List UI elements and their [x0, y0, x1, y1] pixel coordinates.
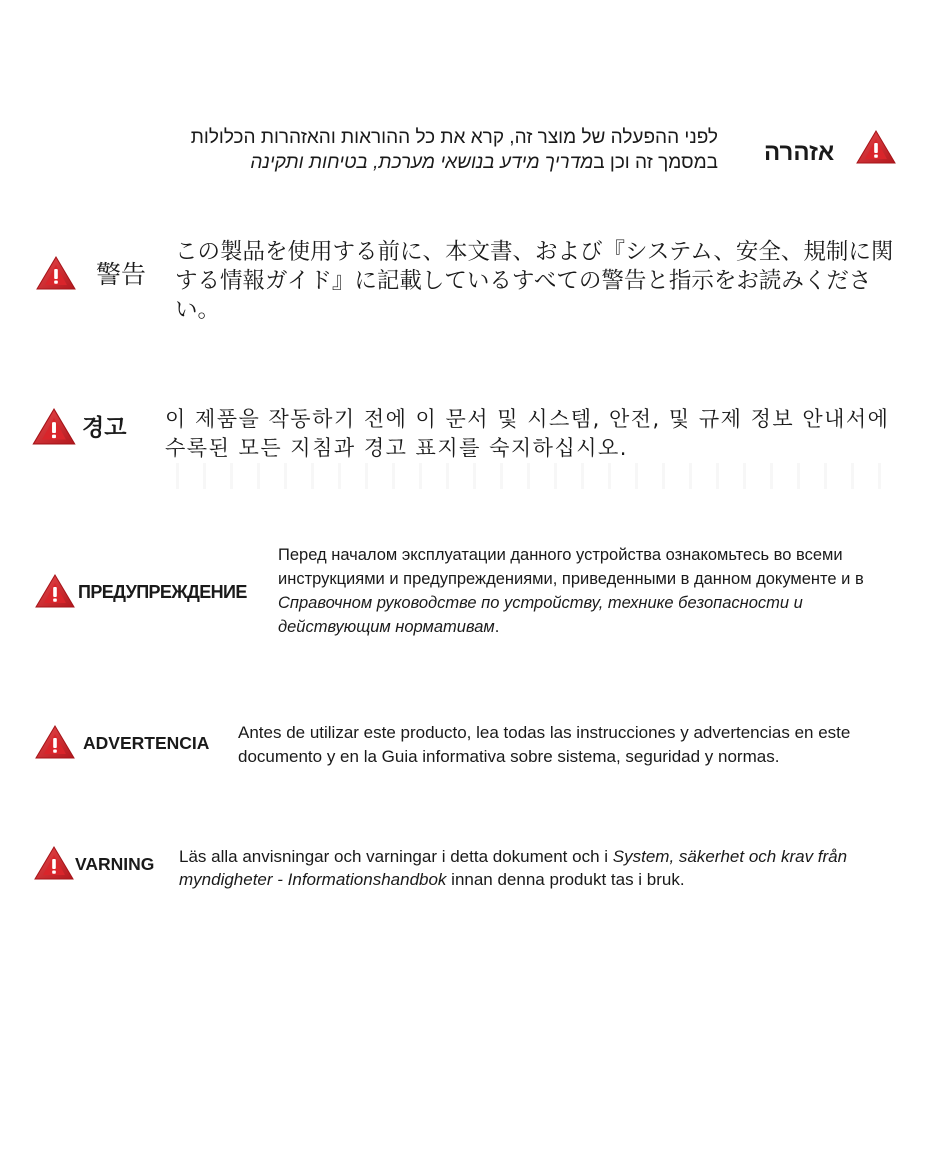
scan-artifact	[152, 463, 897, 489]
warning-triangle-icon	[856, 130, 896, 164]
warning-label: 경고	[82, 414, 127, 440]
warning-text	[120, 125, 718, 175]
warning-text-line: 수록된 모든 지침과 경고 표지를 숙지하십시오.	[165, 436, 628, 460]
warning-text-line	[120, 150, 718, 175]
warning-label: אזהרה	[764, 139, 835, 166]
warning-label: ADVERTENCIA	[83, 733, 210, 753]
guide-title: מדריך מידע בנושאי מערכת, בטיחות ותקינה	[250, 152, 594, 173]
warning-triangle-icon	[35, 574, 75, 608]
warning-text-line: לפני ההפעלה של מוצר זה, קרא את כל ההוראות והאזהרות הכלולות	[190, 127, 718, 148]
warning-text	[179, 845, 859, 891]
warning-triangle-icon	[32, 408, 76, 445]
warning-text-prefix: Перед началом эксплуатации данного устройства ознакомьтесь во всеми инструкциями и предупреждениями, приведенными в данном документе и в	[278, 546, 864, 588]
warning-triangle-icon	[36, 256, 76, 290]
warning-triangle-icon	[34, 846, 74, 880]
warning-text	[278, 543, 878, 639]
warning-label: VARNING	[75, 854, 155, 874]
warning-text-prefix: Läs alla anvisningar och varningar i detta dokument och i	[179, 847, 613, 866]
warning-text-line: 이 제품을 작동하기 전에 이 문서 및 시스템, 안전, 및 규제 정보 안내서에	[165, 407, 890, 431]
warning-triangle-icon	[35, 725, 75, 759]
warning-text-suffix: .	[494, 618, 500, 636]
warning-text-prefix: במסמך זה וכן ב	[593, 152, 718, 173]
warning-text-suffix: innan denna produkt tas i bruk.	[446, 870, 685, 889]
warning-label: 警告	[96, 261, 147, 289]
warning-label: ПРЕДУПРЕЖДЕНИЕ	[78, 582, 247, 602]
guide-title: Справочном руководстве по устройству, технике безопасности и действующим нормативам	[278, 594, 803, 636]
warning-text: この製品を使用する前に、本文書、および『システム、安全、規制に関する情報ガイド』に記載しているすべての警告と指示をお読みください。	[175, 239, 894, 323]
warning-text: Antes de utilizar este producto, lea todas las instrucciones y advertencias en este documento y en la Guia informativa sobre sistema, seguridad y normas.	[238, 723, 851, 766]
warning-text	[165, 405, 895, 463]
guide-title: System, säkerhet och krav från myndigheter - Informationshandbok	[179, 847, 848, 889]
